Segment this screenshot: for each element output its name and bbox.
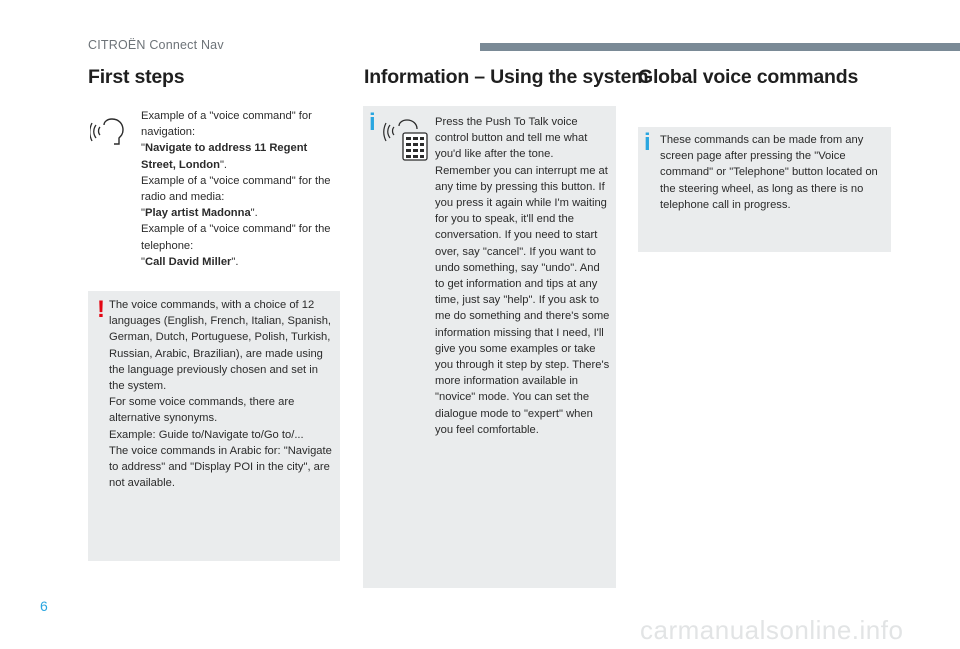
warning-icon: ! [97,296,105,323]
global-commands-paragraph: These commands can be made from any screen page after pressing the "Voice command" or "Telephone" button located on the steering wheel, as long as there is no telephone call in progress. [660,134,878,211]
example-telephone-intro: Example of a "voice command" for the telephone: [141,223,331,252]
section-title-information: Information – Using the system [364,66,649,88]
example-navigation-command [141,140,341,172]
global-commands-text [660,132,884,213]
header-bar [480,43,960,51]
warning-line: Example: Guide to/Navigate to/Go to/... [109,428,304,441]
warning-text [109,297,334,491]
command-text: Call David Miller [144,255,232,268]
warning-line: For some voice commands, there are alternative synonyms. [109,396,295,425]
example-media-intro: Example of a "voice command" for the radio and media: [141,174,331,204]
info-icon: i [644,129,651,156]
warning-line: The voice commands in Arabic for: "Navigate to address" and "Display POI in the city", are not available. [109,444,332,490]
warning-line: The voice commands, with a choice of 12 languages (English, French, Italian, Spanish, German, Dutch, Portuguese, Polish, Turkish, Russian, Arabic, Brazilian), are made using the language previously chosen and set in the system. [109,299,332,393]
watermark: carmanualsonline.info [640,615,904,645]
quote-close: ". [250,207,258,220]
section-title-global-voice-commands: Global voice commands [638,66,859,88]
quote-open: " [141,142,145,155]
command-text: Navigate to address 11 Regent Street, London [141,142,308,171]
quote-open: " [141,207,145,220]
section-title-first-steps: First steps [88,66,185,88]
information-text [435,114,611,438]
quote-close: ". [231,255,239,268]
quote-open: " [141,255,145,268]
example-telephone-command [141,254,341,270]
example-media-command [141,205,341,221]
info-icon: i [369,109,376,136]
header-title: CITROËN Connect Nav [88,38,224,52]
voice-command-icon [90,113,126,154]
command-text: Play artist Madonna [144,207,251,220]
push-to-talk-icon [381,116,429,167]
example-navigation-intro: Example of a "voice command" for navigation: [141,110,312,139]
information-paragraph: Press the Push To Talk voice control button and tell me what you'd like after the tone. Remember you can interrupt me at any time by pressing this button. If you press it again while I'm waiting for you to speak, it'll end the conversation. If you need to start over, say "cancel". If you want to undo something, say "undo". And to get information and tips at any time, just say "help". If you ask to me do something and there's some information missing that I need, I'll give you some examples or take you through it step by step. There's more information available in "novice" mode. You can set the dialogue mode to "expert" when you feel comfortable. [435,116,610,436]
voice-command-examples [141,108,341,270]
quote-close: ". [219,158,228,171]
page-number: 6 [40,598,48,614]
